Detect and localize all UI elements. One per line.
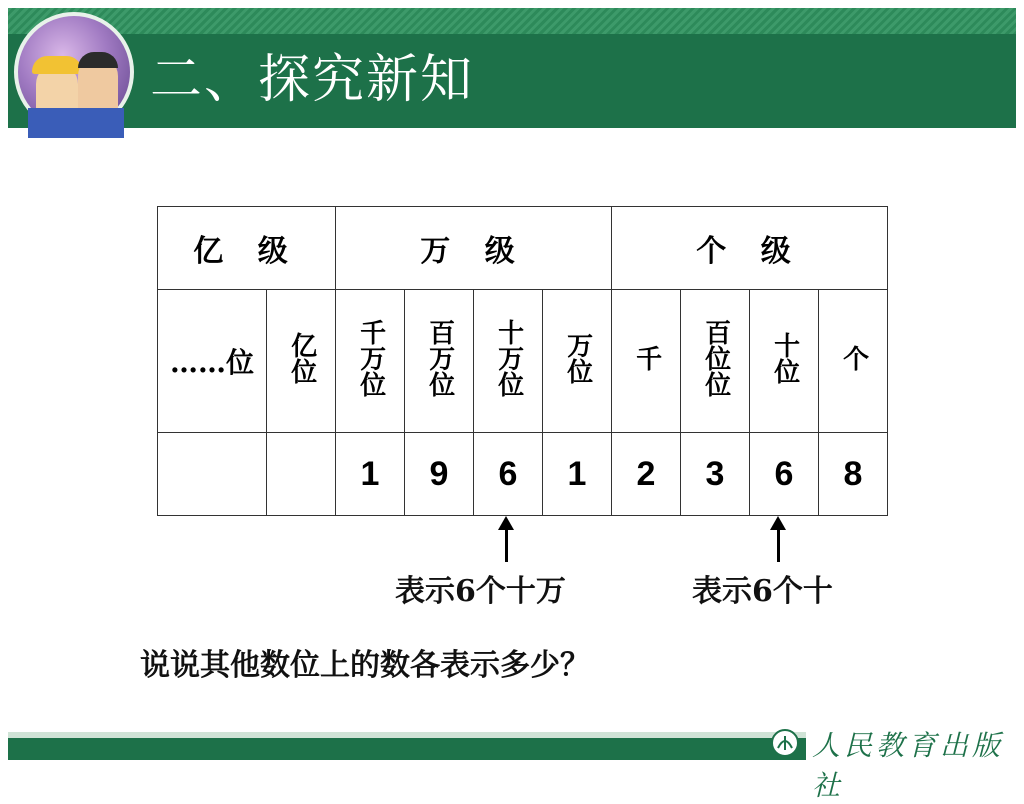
arrow-up-icon — [505, 528, 508, 562]
digit-cell: 9 — [405, 433, 474, 516]
page-title: 二、探究新知 — [150, 50, 475, 110]
publisher-name: 人民教育出版社 — [806, 724, 1024, 804]
level-ge: 个 级 — [612, 207, 888, 290]
place-value-table — [157, 206, 888, 516]
header-bottom-line — [250, 120, 1016, 126]
position-bai — [681, 290, 750, 433]
position-baiwan — [405, 290, 474, 433]
digit-cell: 6 — [474, 433, 543, 516]
position-ge — [819, 290, 888, 433]
position-wan — [543, 290, 612, 433]
table-row-digits — [158, 433, 888, 516]
digit-cell: 3 — [681, 433, 750, 516]
position-label: 十位 — [769, 331, 800, 384]
level-yi: 亿 级 — [158, 207, 336, 290]
digit-cell: 2 — [612, 433, 681, 516]
position-label: 百位位 — [700, 318, 731, 397]
arrow-up-icon — [777, 528, 780, 562]
digit-cell: 8 — [819, 433, 888, 516]
table-row-positions — [158, 290, 888, 433]
note-shi: 表示6个十 — [692, 574, 833, 609]
note-shiwan: 表示6个十万 — [395, 574, 566, 609]
level-wan: 万 级 — [336, 207, 612, 290]
position-label: 十万位 — [493, 318, 524, 397]
position-qian — [612, 290, 681, 433]
digit-cell: 6 — [750, 433, 819, 516]
position-label: 百万位 — [424, 318, 455, 397]
table-row-levels — [158, 207, 888, 290]
position-shi — [750, 290, 819, 433]
child-hair — [78, 52, 118, 68]
digit-cell: 1 — [336, 433, 405, 516]
publisher-logo-icon — [770, 728, 800, 758]
position-label: 亿位 — [286, 331, 317, 384]
child-shirt — [28, 108, 124, 138]
question-text: 说说其他数位上的数各表示多少？ — [140, 648, 590, 683]
position-label: 千 — [631, 344, 662, 371]
position-label: 万位 — [562, 331, 593, 384]
position-label: ……位 — [169, 346, 254, 379]
position-yi — [267, 290, 336, 433]
digit-cell: 1 — [543, 433, 612, 516]
position-qianwan — [336, 290, 405, 433]
child-hat — [32, 56, 82, 74]
position-label: 个 — [838, 344, 869, 371]
children-illustration-icon — [14, 12, 134, 132]
position-ellipsis — [158, 290, 267, 433]
digit-cell — [267, 433, 336, 516]
header-stripe — [8, 8, 1016, 34]
digit-cell — [158, 433, 267, 516]
position-label: 千万位 — [355, 318, 386, 397]
position-shiwan — [474, 290, 543, 433]
